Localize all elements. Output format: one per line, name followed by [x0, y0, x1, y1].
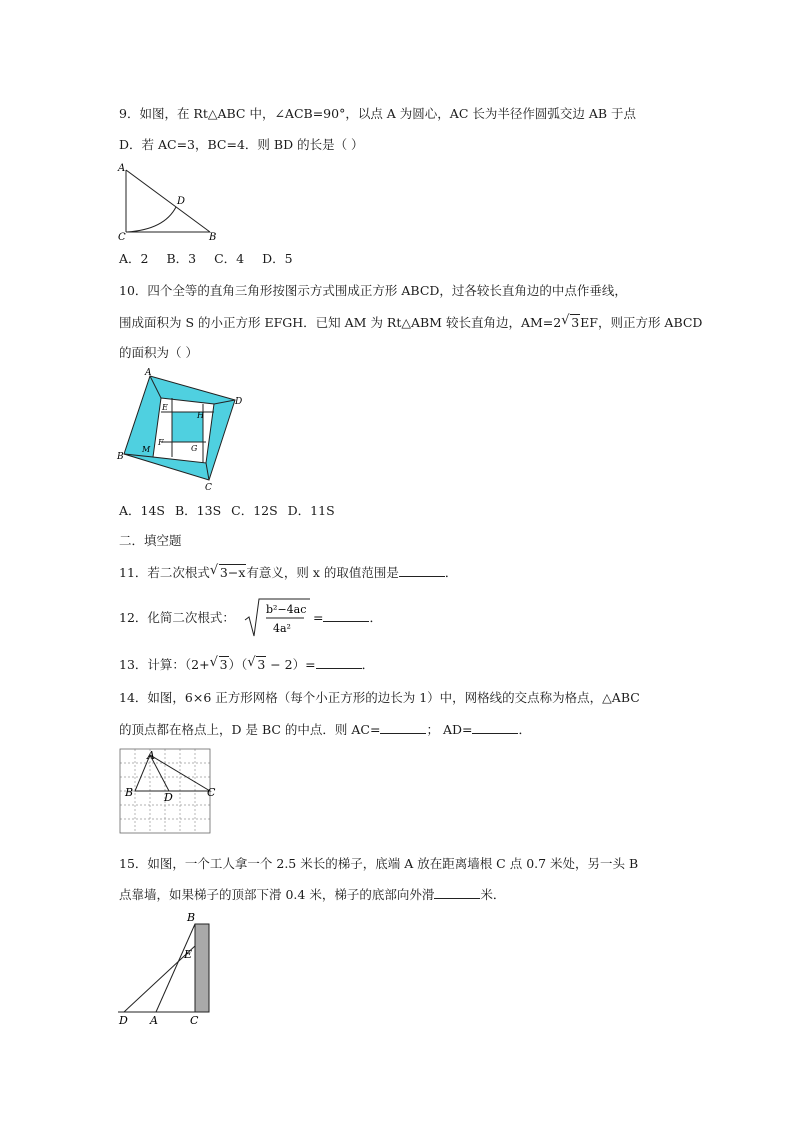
q10-options — [119, 501, 341, 519]
q9-line1: 9．如图，在 Rt△ABC 中，∠ACB=90°，以点 A 为圆心，AC 长为半径作圆弧交边 AB 于点 — [119, 106, 637, 121]
q15-answer-blank[interactable] — [434, 886, 480, 899]
q11 — [119, 563, 457, 581]
q13-root2: 3 — [257, 657, 266, 672]
q12-tail — [313, 608, 382, 626]
sqrt-sign: √ — [209, 563, 219, 578]
q11-root: 3−x — [219, 565, 246, 580]
q14-line2-mid: ； AD= — [426, 722, 473, 737]
q11-end: ． — [444, 565, 458, 580]
q10-figure — [114, 366, 249, 492]
q14-label-a: A — [147, 749, 155, 762]
q10-label-e: E — [162, 403, 168, 412]
sqrt-sign: √ — [247, 655, 256, 670]
q12-pre: 12．化简二次根式： — [119, 610, 235, 625]
q15-label-c: C — [190, 1014, 199, 1027]
q14-label-d: D — [164, 791, 173, 804]
q12-numerator: b²−4ac — [266, 603, 307, 616]
q9-option-c[interactable]: C．4 — [214, 251, 245, 266]
q11-answer-blank[interactable] — [399, 564, 445, 577]
q15-figure — [116, 910, 220, 1028]
q15-label-b: B — [187, 911, 196, 924]
q14-line2-end: ． — [518, 722, 531, 737]
q15-line2 — [119, 885, 505, 903]
q10-label-m: M — [142, 445, 151, 454]
q11-post: 有意义，则 x 的取值范围是 — [246, 565, 399, 580]
q14-figure — [116, 745, 216, 837]
q15-line2-end: 米． — [480, 887, 506, 902]
q10-label-g: G — [191, 444, 198, 453]
q10-label-h: H — [197, 411, 204, 420]
q9-option-b[interactable]: B．3 — [166, 251, 197, 266]
q10-sqrt — [561, 315, 580, 330]
q10-line1: 10．四个全等的直角三角形按图示方式围成正方形 ABCD，过各较长直角边的中点作垂线， — [119, 283, 627, 298]
q10-option-c[interactable]: C．12S — [231, 503, 278, 518]
q9-label-c: C — [118, 232, 126, 243]
section-title: 二．填空题 — [119, 533, 182, 548]
q15-line1: 15．如图，一个工人拿一个 2.5 米长的梯子，底端 A 放在距离墙根 C 点 0.7 米处，另一头 B — [119, 856, 639, 871]
q9-label-d: D — [177, 196, 186, 207]
q12-denominator: 4a² — [273, 622, 291, 635]
q14-line2 — [119, 720, 531, 738]
q12 — [119, 608, 235, 626]
q12-end: ． — [369, 610, 382, 625]
q10-label-c: C — [205, 483, 212, 492]
q9-figure — [114, 160, 224, 244]
q15-label-e: E — [184, 948, 193, 961]
q10-label-d: D — [235, 397, 243, 407]
q13-answer-blank[interactable] — [316, 656, 362, 669]
q10-root: 3 — [571, 315, 580, 330]
q9-label-a: A — [118, 163, 126, 174]
q11-sqrt — [210, 565, 246, 580]
sqrt-sign: √ — [561, 313, 570, 328]
q13-pre: 13．计算：（2+ — [119, 657, 210, 672]
q9-line2: D．若 AC=3，BC=4．则 BD 的长是（ ） — [119, 137, 364, 152]
q13-root1: 3 — [219, 657, 228, 672]
q12-radical — [244, 596, 312, 640]
q9-option-a[interactable]: A．2 — [119, 251, 149, 266]
q10-option-a[interactable]: A．14S — [119, 503, 165, 518]
q9-options — [119, 249, 307, 267]
q10-option-d[interactable]: D．11S — [287, 503, 335, 518]
q13-sqrt2 — [247, 657, 266, 672]
q13-post: − 2）= — [266, 657, 316, 672]
q10-label-b: B — [117, 452, 124, 462]
sqrt-sign: √ — [209, 655, 218, 670]
q13-end: ． — [361, 657, 375, 672]
q9-label-b: B — [209, 232, 217, 243]
q10-line2 — [119, 313, 702, 331]
q15-line2-pre: 点靠墙，如果梯子的顶部下滑 0.4 米，梯子的底部向外滑 — [119, 887, 435, 902]
q13-sqrt1 — [210, 657, 229, 672]
q15-label-a: A — [150, 1014, 158, 1027]
q10-option-b[interactable]: B．13S — [174, 503, 222, 518]
q14-line1: 14．如图，6×6 正方形网格（每个小正方形的边长为 1）中，网格线的交点称为格点，△ABC — [119, 690, 640, 705]
q14-label-b: B — [125, 786, 134, 799]
q10-line2-post: EF，则正方形 ABCD — [580, 315, 703, 330]
q15-label-d: D — [119, 1014, 128, 1027]
q12-answer-blank[interactable] — [323, 609, 369, 622]
q13 — [119, 655, 374, 673]
q9-option-d[interactable]: D．5 — [262, 251, 293, 266]
q10-line2-pre: 围成面积为 S 的小正方形 EFGH．已知 AM 为 Rt△ABM 较长直角边，AM=2 — [119, 315, 562, 330]
q11-pre: 11．若二次根式 — [119, 565, 210, 580]
q14-ad-blank[interactable] — [472, 721, 518, 734]
q10-line3: 的面积为（ ） — [119, 345, 198, 360]
q10-label-f: F — [158, 438, 164, 447]
q14-line2-pre: 的顶点都在格点上，D 是 BC 的中点．则 AC= — [119, 722, 381, 737]
q14-label-c: C — [207, 786, 216, 799]
q14-ac-blank[interactable] — [380, 721, 426, 734]
q10-label-a: A — [145, 368, 152, 378]
q13-mid: ）（ — [228, 657, 248, 672]
q12-post: = — [313, 610, 324, 625]
